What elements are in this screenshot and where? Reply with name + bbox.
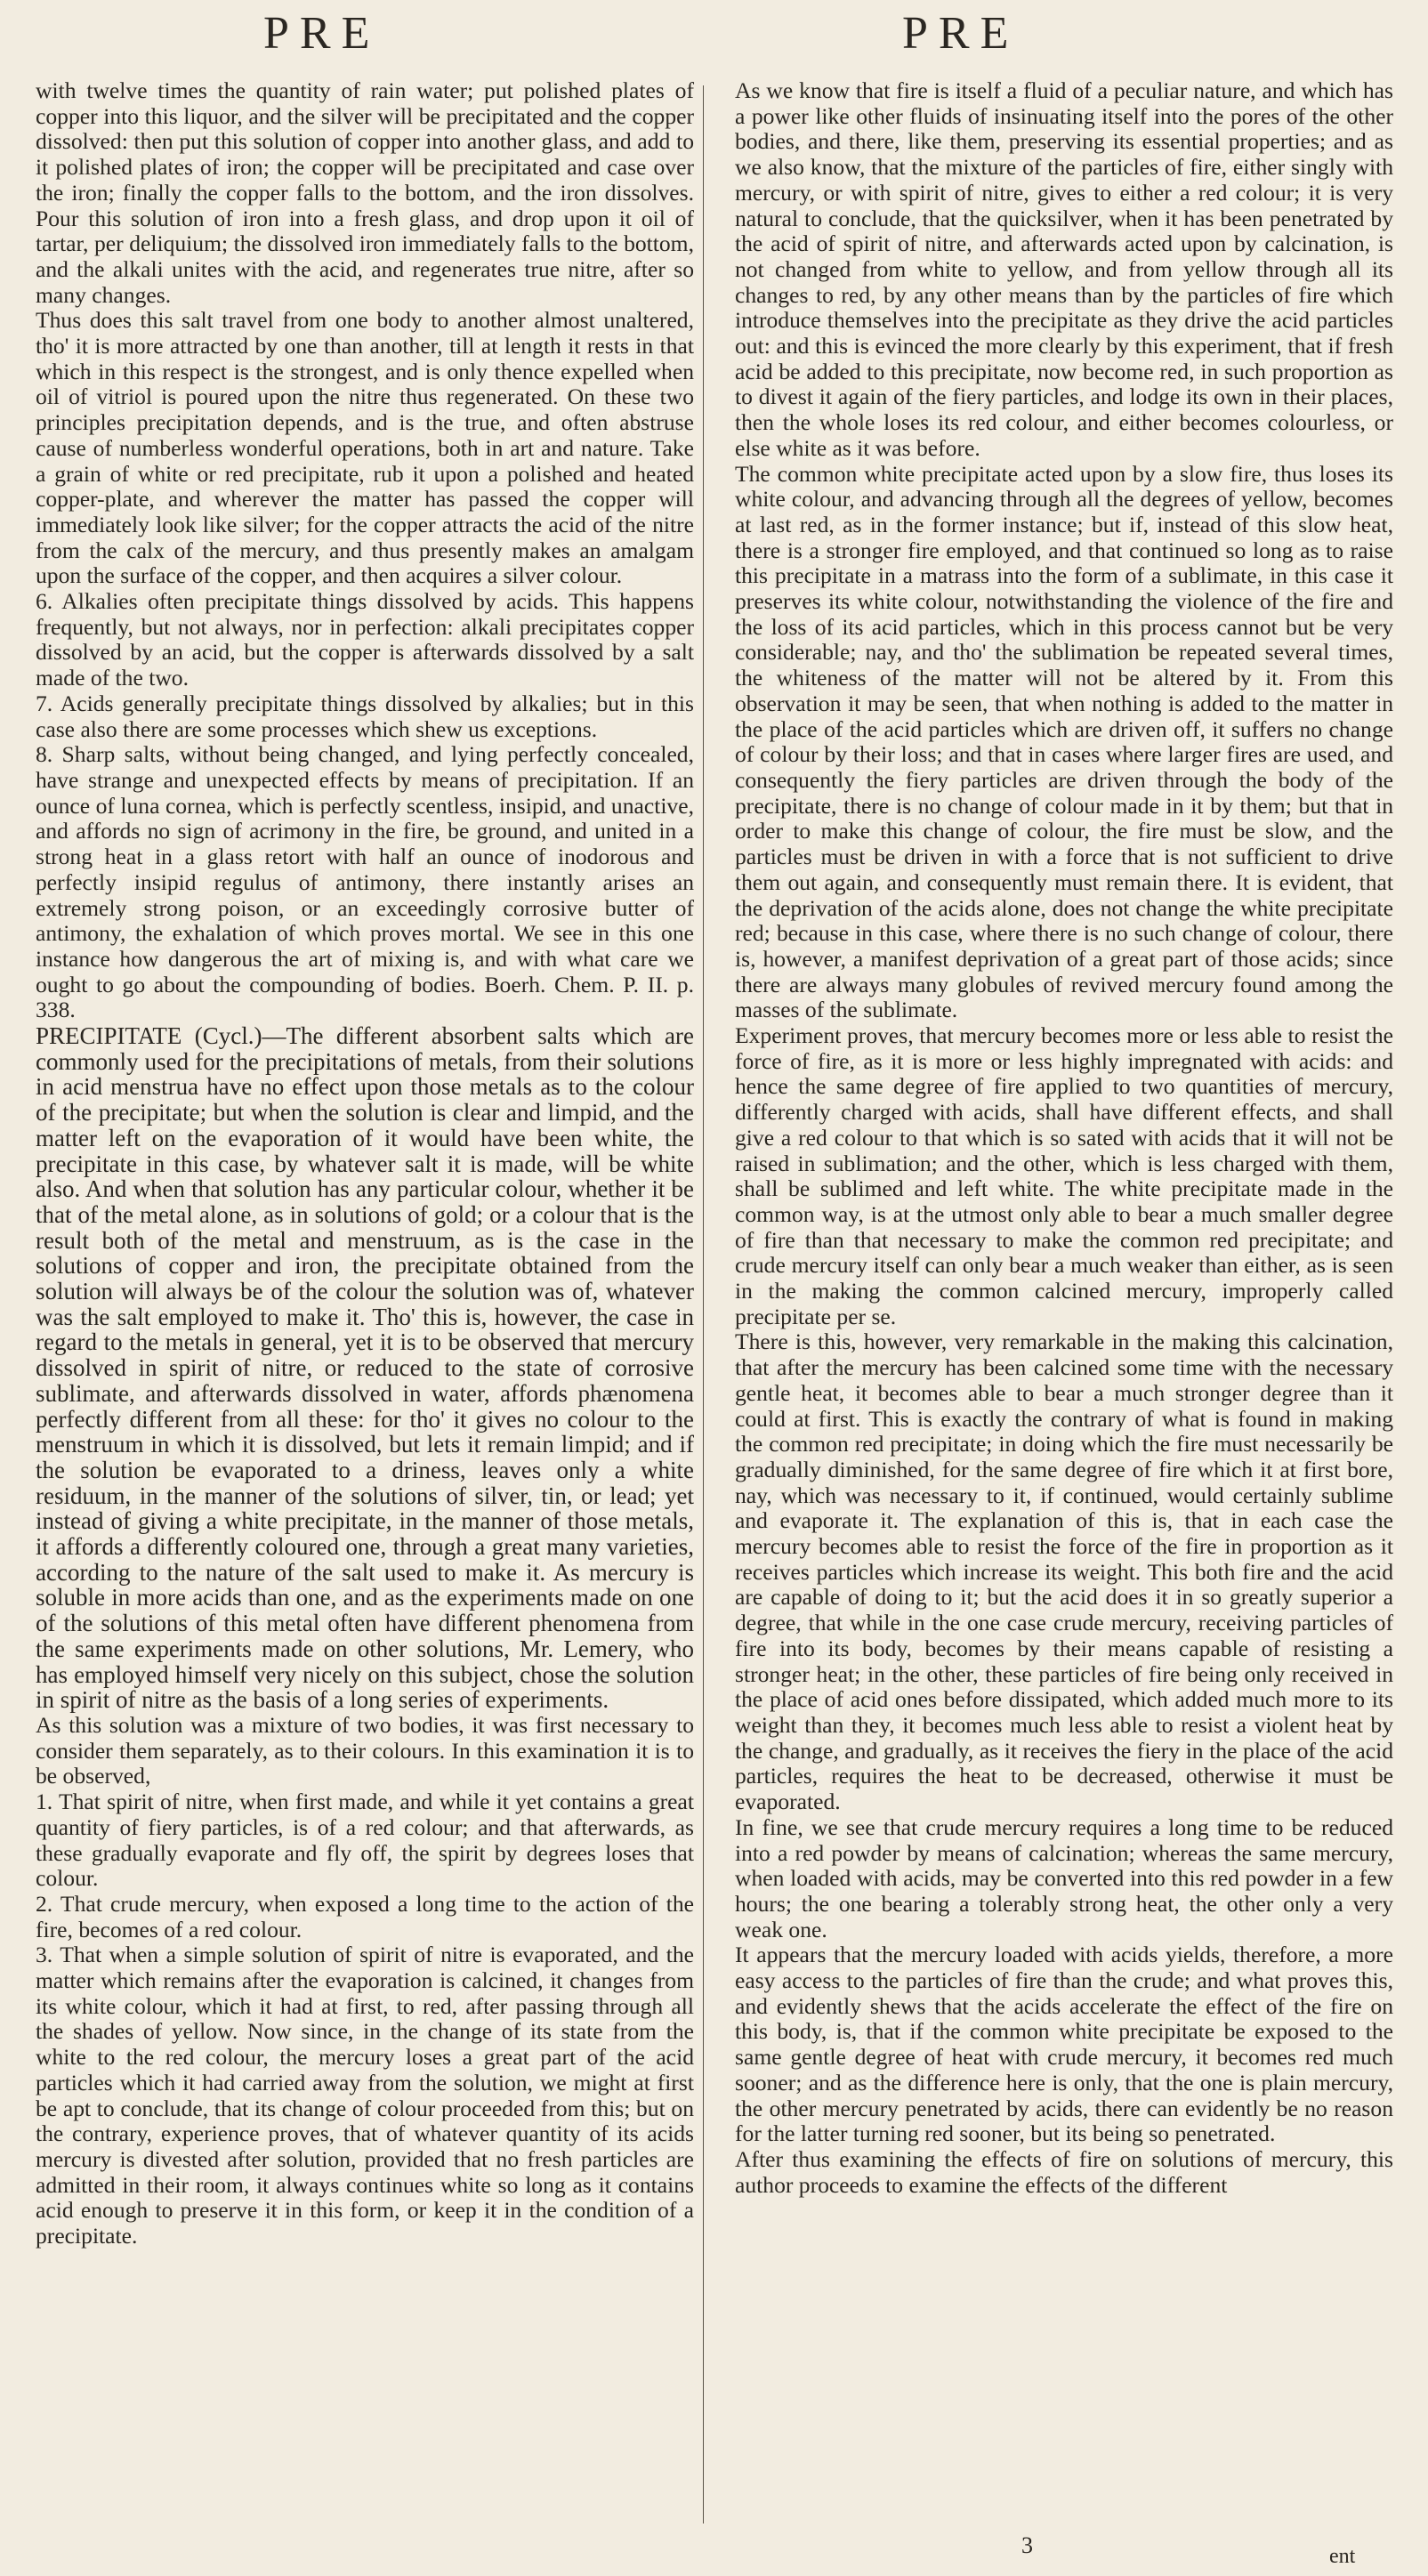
paragraph: There is this, however, very remarkable in the making this calcination, that after the mercury has been calcined some time with the necessary gentle heat, it becomes able to bear a much stronger degree than it could at first. This is exactly the contrary of what is found in making the common red precipitate; in doing which the fire must necessarily be gradually diminished, for the same degree of fire which it at first bore, nay, which was necessary to it, if continued, would certainly sublime and evaporate it. The explanation of this is, that in each case the mercury becomes able to resist the force of the fire in proportion as it receives particles which increase its weight. This both fire and the acid are capable of doing to it; but the acid does it in so greatly superior a degree, that while in the one case crude mercury, receiving particles of fire into its body, becomes by their means capable of resisting a stronger heat; in the other, these particles of fire being only received in the place of acid ones before dissipated, which added much more to its weight than they, it becomes much less able to resist a violent heat by the change, and gradually, as it receives the fiery in the place of the acid particles, requires the heat to be decreased, otherwise it must be evaporated. xyxy=(735,1328,1393,1815)
paragraph: 6. Alkalies often precipitate things dissolved by acids. This happens frequently, but not always, nor in perfection: alkali precipitates copper dissolved by an acid, but the copper is afterwards dissolved by a salt made of the two. xyxy=(36,588,694,691)
paragraph: After thus examining the effects of fire on solutions of mercury, this author proceeds to examine the effects of the different xyxy=(735,2145,1393,2198)
paragraph: 2. That crude mercury, when exposed a long time to the action of the fire, becomes of a red colour. xyxy=(36,1890,694,1942)
paragraph: with twelve times the quantity of rain water; put polished plates of copper into this liquor, and the silver will be precipitated and the copper dissolved: then put this solution of copper into another glass, and add to it polished plates of iron; the copper will be precipitated and case over the iron; finally the copper falls to the bottom, and the iron dissolves. Pour this solution of iron into a fresh glass, and drop upon it oil of tartar, per deliquium; the dissolved iron immediately falls to the bottom, and the alkali unites with the acid, and regenerates true nitre, after so many changes. xyxy=(36,77,694,308)
running-head-left: PRE xyxy=(263,8,381,59)
paragraph: The common white precipitate acted upon by a slow fire, thus loses its white colour, and advancing through all the degrees of yellow, becomes at last red, as in the former instance; but if, instead of this slow heat, there is a stronger fire employed, and that continued so long as to raise this precipitate in a matrass into the form of a sublimate, in this case it preserves its white colour, notwithstanding the violence of the fire and the loss of its acid particles, which in this process cannot but be very considerable; nay, and tho' the sublimation be repeated several times, the whiteness of the matter will not be altered by it. From this observation it may be seen, that when nothing is added to the matter in the place of the acid particles which are driven off, it suffers no change of colour by their loss; and that in cases where larger fires are used, and consequently the fiery particles are driven through the body of the precipitate, there is no change of colour made in it by them; but that in order to make this change of colour, the fire must be slow, and the particles must be driven in with a force that is not sufficient to drive them out again, and consequently must remain there. It is evident, that the deprivation of the acids alone, does not change the white precipitate red; because in this case, where there is no such change of colour, there is, however, a manifest deprivation of a great part of those acids; since there are always many globules of revived mercury found among the masses of the sublimate. xyxy=(735,460,1393,1023)
paragraph: As we know that fire is itself a fluid of a peculiar nature, and which has a power like other fluids of insinuating itself into the pores of the other bodies, and there, like them, preserving its essential properties; and as we also know, that the mixture of the particles of fire, either singly with mercury, or with spirit of nitre, gives to either a red colour; it is very natural to conclude, that the quicksilver, when it has been penetrated by the acid of spirit of nitre, and afterwards acted upon by calcination, is not changed from white to yellow, and from yellow through all its changes to red, by any other means than by the particles of fire which introduce themselves into the precipitate as they drive the acid particles out: and this is evinced the more clearly by this experiment, that if fresh acid be added to this precipitate, now become red, in such proportion as to divest it again of the fiery particles, and lodge its own in their places, then the whole loses its red colour, and either becomes colourless, or else white as it was before. xyxy=(735,77,1393,461)
paragraph: 8. Sharp salts, without being changed, and lying perfectly concealed, have strange and unexpected effects by means of precipitation. If an ounce of luna cornea, which is perfectly scentless, insipid, and unactive, and affords no sign of acrimony in the fire, be ground, and united in a strong heat in a glass retort with half an ounce of inodorous and perfectly insipid regulus of antimony, there instantly arises an extremely strong poison, or an exceedingly corrosive butter of antimony, the exhalation of which proves mortal. We see in this one instance how dangerous the art of mixing is, and with what care we ought to go about the compounding of bodies. Boerh. Chem. P. II. p. 338. xyxy=(36,741,694,1023)
paragraph: Experiment proves, that mercury becomes more or less able to resist the force of fire, as it is more or less highly impregnated with acids: and hence the same degree of fire applied to two quantities of mercury, differently charged with acids, shall have different effects, and shall give a red colour to that which is so sated with acids that it will not be raised in sublimation; and the other, which is less charged with them, shall be sublimed and left white. The white precipitate made in the common way, is at the utmost only able to bear a much smaller degree of fire than that necessary to make the common red precipitate; and crude mercury itself can only bear a much weaker than either, as is seen in the making the common calcined mercury, improperly called precipitate per se. xyxy=(735,1022,1393,1329)
paragraph: 7. Acids generally precipitate things dissolved by alkalies; but in this case also there are some processes which shew us exceptions. xyxy=(36,690,694,742)
paragraph: Thus does this salt travel from one body to another almost unaltered, tho' it is more attracted by one than another, till at length it rests in that which in this respect is the strongest, and is only thence expelled when oil of vitriol is poured upon the nitre thus regenerated. On these two principles precipitation depends, and is the true, and often abstruse cause of numberless wonderful operations, both in art and nature. Take a grain of white or red precipitate, rub it upon a polished and heated copper-plate, and wherever the matter has passed the copper will immediately look like silver; for the copper attracts the acid of the nitre from the calx of the mercury, and thus presently makes an amalgam upon the surface of the copper, and then acquires a silver colour. xyxy=(36,307,694,589)
page-number: 3 xyxy=(1021,2532,1033,2558)
paragraph: It appears that the mercury loaded with acids yields, therefore, a more easy access to the particles of fire than the crude; and what proves this, and evidently shews that the acids accelerate the effect of the fire on this body, is, that if the common white precipitate be exposed to the same gentle degree of heat with crude mercury, it becomes red much sooner; and as the difference here is only, that the one is plain mercury, the other mercury penetrated by acids, there can evidently be no reason for the latter turning red sooner, but its being so penetrated. xyxy=(735,1942,1393,2147)
left-column xyxy=(36,78,694,2249)
catchword: ent xyxy=(1329,2545,1356,2568)
running-head-right: PRE xyxy=(902,8,1020,59)
entry-precipitate: PRECIPITATE (Cycl.)—The different absorbent salts which are commonly used for the precipitations of metals, from their solutions in acid menstrua have no effect upon those metals as to the colour of the precipitate; but when the solution is clear and limpid, and the matter left on the evaporation of it would have been white, the precipitate in this case, by whatever salt it is made, will be white also. And when that solution has any particular colour, whether it be that of the metal alone, as in solutions of gold; or a colour that is the result both of the metal and menstruum, as is the case in the solutions of copper and iron, the precipitate obtained from the solution will always be of the colour the solution was of, whatever was the salt employed to make it. Tho' this is, however, the case in regard to the metals in general, yet it is to be observed that mercury dissolved in spirit of nitre, or reduced to the state of corrosive sublimate, and afterwards dissolved in water, affords phænomena perfectly different from all these: for tho' it gives no colour to the menstruum in which it is dissolved, but lets it remain limpid; and if the solution be evaporated to a driness, leaves only a white residuum, in the manner of the solutions of silver, tin, or lead; yet instead of giving a white precipitate, in the manner of those metals, it affords a differently coloured one, through a great many varieties, according to the nature of the salt used to make it. As mercury is soluble in more acids than one, and as the experiments made on one of the solutions of this metal often have different phenomena from the same experiments made on other solutions, Mr. Lemery, who has employed himself very nicely on this subject, chose the solution in spirit of nitre as the basis of a long series of experiments. xyxy=(36,1022,694,1714)
paragraph: In fine, we see that crude mercury requires a long time to be reduced into a red powder by means of calcination; whereas the same mercury, when loaded with acids, may be converted into this red powder in a few hours; the one bearing a tolerably strong heat, the other only a very weak one. xyxy=(735,1813,1393,1942)
paragraph: 3. That when a simple solution of spirit of nitre is evaporated, and the matter which remains after the evaporation is calcined, it changes from its white colour, which it had at first, to red, after passing through all the shades of yellow. Now since, in the change of its state from the white to the red colour, the mercury loses a great part of the acid particles which it had carried away from the solution, we might at first be apt to conclude, that its change of colour proceeded from this; but on the contrary, experience proves, that of whatever quantity of its acids mercury is divested after solution, provided that no fresh particles are admitted in their room, it always continues white so long as it contains acid enough to preserve it in this form, or keep it in the condition of a precipitate. xyxy=(36,1942,694,2249)
column-rule xyxy=(703,85,704,2524)
paragraph: 1. That spirit of nitre, when first made, and while it yet contains a great quantity of fiery particles, is of a red colour; and that afterwards, as these gradually evaporate and fly off, the spirit by degrees loses that colour. xyxy=(36,1789,694,1892)
paragraph: As this solution was a mixture of two bodies, it was first necessary to consider them separately, as to their colours. In this examination it is to be observed, xyxy=(36,1712,694,1789)
right-column xyxy=(735,78,1393,2198)
